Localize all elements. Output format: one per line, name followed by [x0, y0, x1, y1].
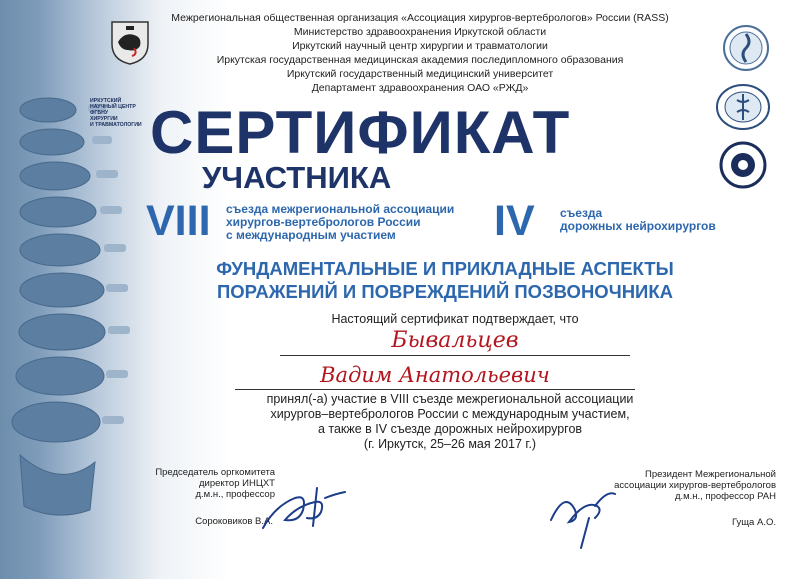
participation-text: [220, 392, 680, 452]
certificate-subtitle: УЧАСТНИКА: [202, 160, 392, 195]
congress1-description: [226, 203, 454, 242]
right-signatory-name: Гуща А.О.: [731, 517, 776, 528]
irkutsk-coat-of-arms-icon: [108, 18, 152, 66]
theme-line-1: ФУНДАМЕНТАЛЬНЫЕ И ПРИКЛАДНЫЕ АСПЕКТЫ: [216, 258, 674, 279]
congress2-line: дорожных нейрохирургов: [560, 219, 716, 233]
left-signatory-name: Сороковиков В.А.: [195, 516, 273, 527]
institution-line: ФГБНУ: [90, 110, 109, 116]
association-logo-icon: [722, 22, 770, 74]
confirmation-text: Настоящий сертификат подтверждает, что: [331, 312, 579, 326]
body-line: (г. Иркутск, 25–26 мая 2017 г.): [363, 437, 537, 451]
congress2-number: IV: [494, 197, 535, 245]
participant-given-names: Вадим Анатольевич: [235, 363, 635, 390]
header-line: Министерство здравоохранения Иркутской области: [293, 26, 547, 38]
congress1-line: хирургов-вертебрологов России: [226, 215, 421, 229]
body-line: хирургов–вертебрологов России с международным участием,: [270, 407, 630, 421]
header-line: Департамент здравоохранения ОАО «РЖД»: [311, 82, 529, 94]
left-signature-image: [255, 476, 350, 538]
right-signatory-role: [580, 469, 776, 502]
header-line: Иркутская государственная медицинская академия последипломного образования: [216, 54, 624, 66]
congress-theme: [150, 257, 740, 303]
header-line: Иркутский научный центр хирургии и травматологии: [292, 40, 548, 52]
role-line: д.м.н., профессор РАН: [674, 491, 776, 502]
congress2-description: [560, 207, 716, 233]
institution-line: ХИРУРГИИ: [90, 116, 118, 122]
organizers-header: [160, 11, 680, 95]
role-line: директор ИНЦХТ: [199, 478, 275, 489]
institution-line: И ТРАВМАТОЛОГИИ: [90, 122, 142, 128]
header-line: Межрегиональная общественная организация «Ассоциация хирургов-вертебрологов» России (RASS): [171, 12, 669, 24]
role-line: д.м.н., профессор: [195, 489, 275, 500]
role-line: ассоциации хирургов-вертебрологов: [614, 480, 776, 491]
theme-line-2: ПОРАЖЕНИЙ И ПОВРЕЖДЕНИЙ ПОЗВОНОЧНИКА: [216, 281, 674, 302]
academy-logo-icon: [712, 82, 774, 132]
university-logo-icon: [718, 140, 768, 190]
role-line: Председатель оргкомитета: [155, 467, 275, 478]
body-line: а также в IV съезде дорожных нейрохирургов: [317, 422, 583, 436]
congress1-line: с международным участием: [226, 228, 396, 242]
congress1-number: VIII: [146, 197, 211, 245]
body-line: принял(-а) участие в VIII съезде межрегиональной ассоциации: [266, 392, 634, 406]
participant-surname: Бывальцев: [280, 328, 630, 356]
congress1-line: съезда межрегиональной ассоциации: [226, 202, 455, 216]
certificate-title: СЕРТИФИКАТ: [150, 99, 571, 166]
spine-illustration: [0, 90, 150, 520]
institution-line: ИРКУТСКИЙ: [90, 98, 122, 104]
header-line: Иркутский государственный медицинский университет: [286, 68, 554, 80]
role-line: Президент Межрегиональной: [645, 469, 776, 480]
institution-line: НАУЧНЫЙ ЦЕНТР: [90, 104, 136, 110]
congress2-line: съезда: [560, 206, 603, 220]
